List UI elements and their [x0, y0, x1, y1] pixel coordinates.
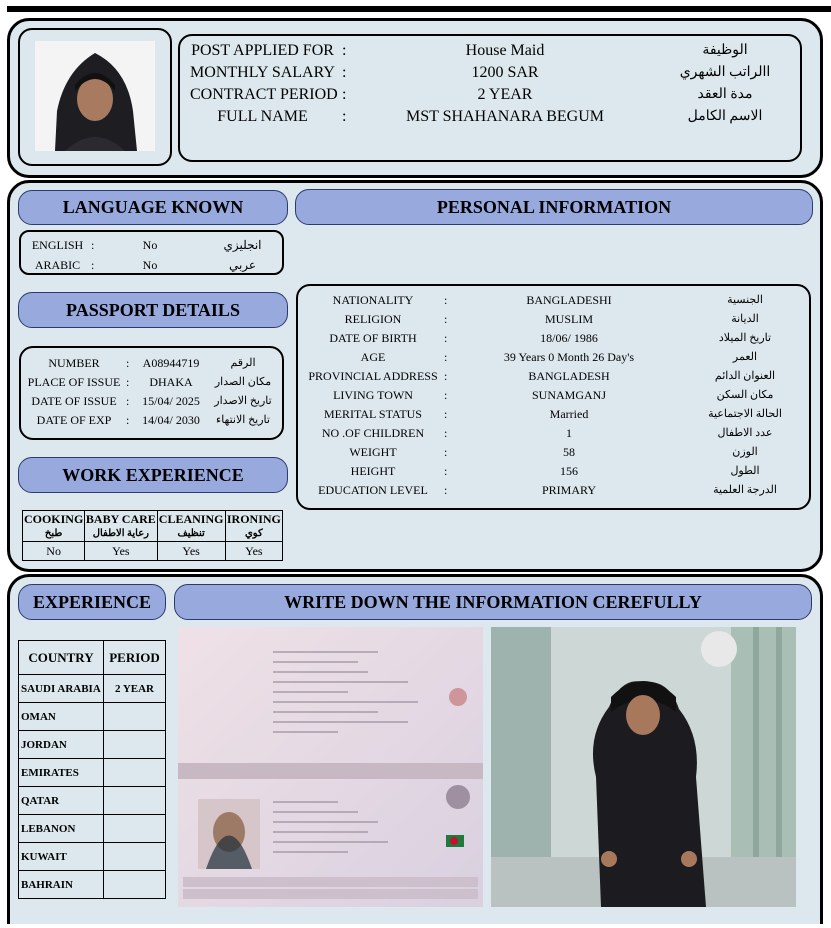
- language-colon: :: [91, 258, 95, 272]
- personal-arabic: مكان السكن: [716, 389, 774, 401]
- full-body-photo: [491, 627, 796, 907]
- personal-arabic: الحالة الاجتماعية: [708, 408, 782, 420]
- experience-country: QATAR: [19, 787, 104, 815]
- work-babycare-value: Yes: [85, 542, 157, 561]
- header-field-arabic: االراتب الشهري: [679, 65, 771, 80]
- personal-colon: :: [444, 312, 448, 326]
- passport-colon: :: [126, 356, 130, 370]
- experience-heading: EXPERIENCE: [18, 584, 166, 620]
- work-cooking-value: No: [23, 542, 85, 561]
- personal-value: Married: [549, 407, 589, 421]
- experience-period: [104, 787, 166, 815]
- personal-value: 58: [563, 445, 575, 459]
- personal-value: PRIMARY: [541, 483, 597, 497]
- language-label: ENGLISH: [31, 238, 84, 252]
- experience-row: [19, 815, 166, 843]
- passport-value: 15/04/ 2025: [142, 394, 200, 408]
- passport-label: DATE OF EXP: [36, 413, 112, 427]
- header-field-arabic: الوظيفة: [702, 43, 748, 58]
- header-field-value: 1200 SAR: [471, 64, 539, 81]
- passport-label: PLACE OF ISSUE: [27, 375, 121, 389]
- personal-arabic: الديانة: [731, 313, 759, 325]
- experience-row: [19, 787, 166, 815]
- experience-row: [19, 871, 166, 899]
- experience-row: [19, 703, 166, 731]
- language-colon: :: [91, 238, 95, 252]
- work-cleaning-value: Yes: [157, 542, 225, 561]
- header-field-value: 2 YEAR: [477, 86, 533, 103]
- passport-label: NUMBER: [48, 356, 100, 370]
- personal-arabic: تاريخ الميلاد: [718, 332, 772, 344]
- experience-period: 2 YEAR: [104, 675, 166, 703]
- personal-value: BANGLADESH: [528, 369, 610, 383]
- header-field-label: MONTHLY SALARY: [190, 64, 335, 81]
- personal-arabic: العنوان الدائم: [714, 370, 776, 382]
- personal-value: 18/06/ 1986: [540, 331, 598, 345]
- passport-arabic: مكان الصدار: [214, 376, 272, 388]
- passport-scan-image: [178, 627, 483, 907]
- header-field-value: House Maid: [465, 42, 545, 59]
- experience-country: OMAN: [19, 703, 104, 731]
- personal-colon: :: [444, 350, 448, 364]
- personal-label: DATE OF BIRTH: [329, 331, 417, 345]
- experience-row: [19, 759, 166, 787]
- personal-value: MUSLIM: [544, 312, 593, 326]
- personal-colon: :: [444, 331, 448, 345]
- personal-label: EDUCATION LEVEL: [318, 483, 428, 497]
- passport-label: DATE OF ISSUE: [31, 394, 117, 408]
- personal-colon: :: [444, 407, 448, 421]
- personal-value: 39 Years 0 Month 26 Day's: [503, 350, 635, 364]
- personal-label: PROVINCIAL ADDRESS: [308, 369, 438, 383]
- header-field-colon: :: [342, 64, 347, 81]
- passport-colon: :: [126, 375, 130, 389]
- header-field-arabic: الاسم الكامل: [687, 109, 763, 124]
- experience-country: JORDAN: [19, 731, 104, 759]
- language-value: No: [142, 258, 158, 272]
- passport-colon: :: [126, 413, 130, 427]
- passport-value: DHAKA: [149, 375, 193, 389]
- passport-colon: :: [126, 394, 130, 408]
- personal-arabic: الجنسية: [727, 294, 763, 306]
- personal-value: 1: [566, 426, 572, 440]
- experience-period: [104, 871, 166, 899]
- header-field-value: MST SHAHANARA BEGUM: [406, 108, 604, 125]
- experience-period: [104, 843, 166, 871]
- header-field-label: CONTRACT PERIOD: [190, 86, 338, 103]
- experience-period: [104, 815, 166, 843]
- work-heading: WORK EXPERIENCE: [18, 457, 288, 493]
- language-arabic: عربي: [228, 258, 257, 272]
- experience-country: LEBANON: [19, 815, 104, 843]
- experience-country: SAUDI ARABIA: [19, 675, 104, 703]
- header-field-colon: :: [342, 108, 347, 125]
- personal-label: MERITAL STATUS: [324, 407, 422, 421]
- language-arabic: انجليزي: [223, 238, 262, 252]
- personal-colon: :: [444, 426, 448, 440]
- passport-arabic: تاريخ الاصدار: [214, 395, 272, 407]
- personal-label: NO .OF CHILDREN: [321, 426, 425, 440]
- personal-value: BANGLADESHI: [526, 293, 612, 307]
- language-heading: LANGUAGE KNOWN: [18, 190, 288, 225]
- personal-value: 156: [560, 464, 578, 478]
- personal-arabic: الوزن: [732, 446, 758, 458]
- personal-colon: :: [444, 445, 448, 459]
- personal-label: RELIGION: [344, 312, 402, 326]
- candidate-photo: [35, 41, 155, 151]
- personal-arabic: عدد الاطفال: [717, 427, 773, 439]
- header-field-label: FULL NAME: [217, 108, 308, 125]
- experience-period: [104, 759, 166, 787]
- personal-colon: :: [444, 464, 448, 478]
- experience-country: KUWAIT: [19, 843, 104, 871]
- period-header: PERIOD: [104, 641, 166, 675]
- language-value: No: [142, 238, 158, 252]
- header-field-label: POST APPLIED FOR: [191, 42, 334, 59]
- header-field-arabic: مدة العقد: [697, 87, 753, 102]
- personal-label: LIVING TOWN: [333, 388, 413, 402]
- personal-arabic: الدرجة العلمية: [713, 484, 777, 496]
- personal-colon: :: [444, 483, 448, 497]
- passport-value: 14/04/ 2030: [142, 413, 200, 427]
- passport-arabic: الرقم: [230, 357, 256, 369]
- experience-row: [19, 843, 166, 871]
- experience-table: [18, 640, 166, 899]
- experience-period: [104, 731, 166, 759]
- personal-heading: PERSONAL INFORMATION: [295, 189, 813, 225]
- passport-heading: PASSPORT DETAILS: [18, 292, 288, 328]
- work-ironing-value: Yes: [225, 542, 282, 561]
- header-field-colon: :: [342, 42, 347, 59]
- experience-row: [19, 731, 166, 759]
- language-label: ARABIC: [34, 258, 81, 272]
- personal-colon: :: [444, 388, 448, 402]
- personal-colon: :: [444, 369, 448, 383]
- passport-value: A08944719: [142, 356, 200, 370]
- experience-period: [104, 703, 166, 731]
- personal-label: WEIGHT: [349, 445, 397, 459]
- passport-arabic: تاريخ الانتهاء: [216, 414, 270, 426]
- work-table: COOKING طبخ BABY CARE رعاية الاطفال CLEANING تنظيف IRONING كوي No Yes Yes Yes: [22, 510, 283, 561]
- personal-label: HEIGHT: [350, 464, 396, 478]
- top-rule: [7, 6, 831, 12]
- personal-label: NATIONALITY: [332, 293, 414, 307]
- personal-colon: :: [444, 293, 448, 307]
- instructions-banner: WRITE DOWN THE INFORMATION CEREFULLY: [174, 584, 812, 620]
- personal-label: AGE: [360, 350, 386, 364]
- experience-row: [19, 675, 166, 703]
- personal-arabic: الطول: [730, 465, 760, 477]
- experience-country: BAHRAIN: [19, 871, 104, 899]
- header-field-colon: :: [342, 86, 347, 103]
- country-header: COUNTRY: [19, 641, 104, 675]
- personal-value: SUNAMGANJ: [531, 388, 606, 402]
- personal-arabic: العمر: [732, 351, 758, 363]
- experience-country: EMIRATES: [19, 759, 104, 787]
